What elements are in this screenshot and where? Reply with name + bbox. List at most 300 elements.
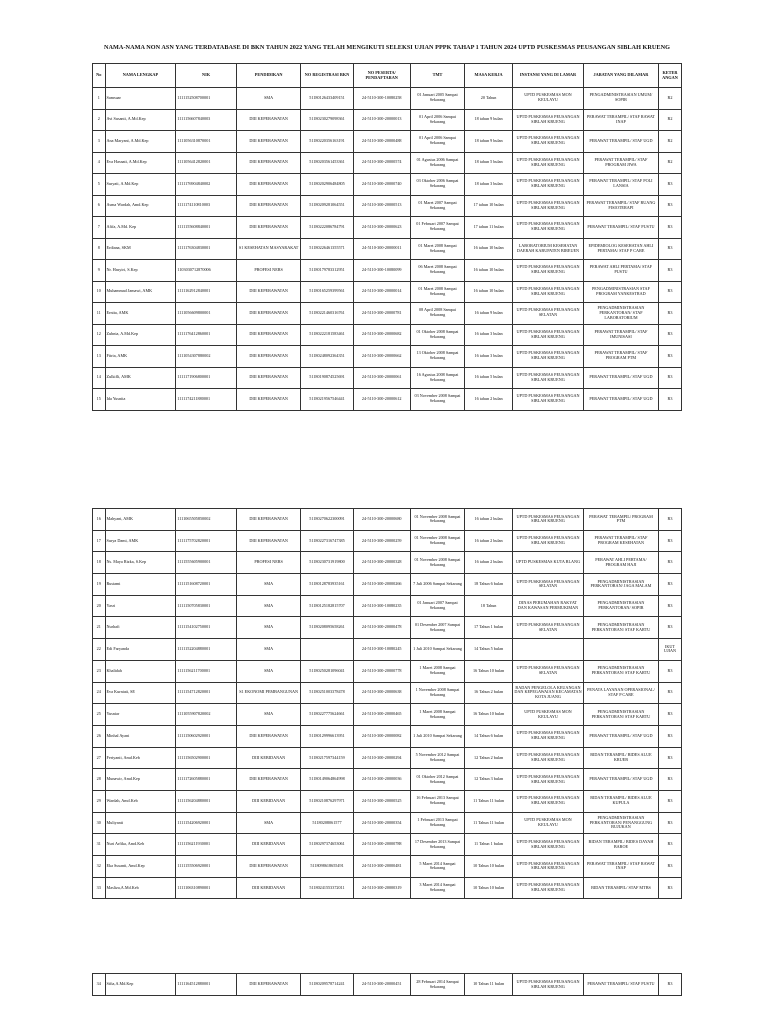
- cell-masa-kerja: 18 Tahun: [465, 595, 513, 617]
- cell-masa-kerja: 14 Tahun 5 bulan: [465, 639, 513, 661]
- cell-nik: 1111150602920001: [176, 725, 236, 747]
- cell-nik: 1111156502900001: [176, 747, 236, 769]
- cell-pendidikan: DIII KEPERAWATAN: [236, 367, 301, 389]
- table-row: [93, 174, 682, 196]
- cell-masa-kerja: 16 tahun 10 bulan: [465, 238, 513, 260]
- cell-no-registrasi: 51180165259399561: [301, 281, 353, 303]
- cell-no: 24: [93, 682, 106, 704]
- cell-no-peserta: 24-5110-300-20000778: [353, 660, 410, 682]
- col-header-jabatan: JABATAN YANG DILAMAR: [583, 64, 658, 88]
- cell-no: 8: [93, 238, 106, 260]
- cell-nik: 1111156211700001: [176, 660, 236, 682]
- cell-tmt: 16 Februari 2013 Sampai Sekarang: [410, 790, 464, 812]
- cell-nik: 1111155608840001: [176, 217, 236, 239]
- cell-keterangan: R3: [658, 174, 681, 196]
- cell-tmt: 03 Oktober 2006 Sampai Sekarang: [410, 174, 464, 196]
- cell-pendidikan: DIII KEPERAWATAN: [236, 346, 301, 368]
- cell-tmt: 01 Februari 2007 Sampai Sekarang: [410, 217, 464, 239]
- cell-keterangan: R3: [658, 281, 681, 303]
- cell-keterangan: R3: [658, 834, 681, 856]
- cell-jabatan: PENGADMINISTRASIAN PERKANTORAN/ STAF KARTU: [583, 704, 658, 726]
- cell-nama: Muliyanti: [105, 812, 176, 834]
- cell-keterangan: R3: [658, 238, 681, 260]
- table-row: [93, 790, 682, 812]
- cell-jabatan: PERAWAT TERAMPIL/ STAF PROGRAM PTM: [583, 346, 658, 368]
- cell-keterangan: R3: [658, 303, 681, 325]
- table-row: [93, 834, 682, 856]
- cell-jabatan: PERAWAT TERAMPIL/ STAF PROGRAM KESEHATAN: [583, 530, 658, 552]
- cell-tmt: 3 Maret 2014 Sampai Sekarang: [410, 877, 464, 899]
- cell-no-registrasi: 51180248092364351: [301, 346, 353, 368]
- cell-keterangan: R3: [658, 324, 681, 346]
- cell-instansi: UPTD PUSKESMAS PEUSANGAN SIBLAH KRUENG: [513, 195, 584, 217]
- cell-nama: Fitria, AMK: [105, 346, 176, 368]
- cell-tmt: 7 Juli 2006 Sampai Sekarang: [410, 574, 464, 596]
- table-row: [93, 303, 682, 325]
- cell-instansi: UPTD PUSKESMAS PEUSANGAN SIBLAH KRUENG: [513, 769, 584, 791]
- cell-keterangan: R3: [658, 530, 681, 552]
- cell-jabatan: PENGADMINISTRASIAN PERKANTORAN/ STAF KARTU: [583, 660, 658, 682]
- cell-nik: 1111056609800001: [176, 303, 236, 325]
- cell-no-peserta: 24-5110-300-20000036: [353, 769, 410, 791]
- cell-no: 3: [93, 131, 106, 153]
- cell-no-registrasi: 51180125182815707: [301, 595, 353, 617]
- cell-no-peserta: 24-5110-300-20000465: [353, 704, 410, 726]
- cell-no-registrasi: 51180227775624661: [301, 704, 353, 726]
- cell-nama: Suryati, A.Md.Kep: [105, 174, 176, 196]
- cell-keterangan: R3: [658, 346, 681, 368]
- cell-no-registrasi: 51180222086784791: [301, 217, 353, 239]
- cell-masa-kerja: 18 tahun 9 bulan: [465, 109, 513, 131]
- cell-no-peserta: 24-5110-300-20000638: [353, 682, 410, 704]
- cell-no: 33: [93, 877, 106, 899]
- cell-no: 29: [93, 790, 106, 812]
- col-header-instansi: INSTANSI YANG DI LAMAR: [513, 64, 584, 88]
- cell-nama: Erdiana, SKM: [105, 238, 176, 260]
- cell-no-registrasi: 51180149064864998: [301, 769, 353, 791]
- cell-tmt: 5 Maret 2014 Sampai Sekarang: [410, 856, 464, 878]
- cell-keterangan: R2: [658, 109, 681, 131]
- table-row: [93, 682, 682, 704]
- cell-nama: Khalidah: [105, 660, 176, 682]
- cell-jabatan: PENGADMINISTRASIAN PERKANTORAN/ SOPIR: [583, 595, 658, 617]
- cell-tmt: 01 Oktober 2012 Sampai Sekarang: [410, 769, 464, 791]
- cell-pendidikan: S1 KESEHATAN MASYARAKAT: [236, 238, 301, 260]
- cell-no-peserta: 24-5110-300-10080245: [353, 639, 410, 661]
- table-row: [93, 704, 682, 726]
- cell-masa-kerja: 16 tahun 3 bulan: [465, 346, 513, 368]
- cell-pendidikan: SMA: [236, 88, 301, 110]
- cell-pendidikan: DIII KEPERAWATAN: [236, 281, 301, 303]
- cell-no: 30: [93, 812, 106, 834]
- cell-no-peserta: 24-5110-300-20000662: [353, 346, 410, 368]
- cell-tmt: 03 November 2008 Sampai Sekarang: [410, 389, 464, 411]
- cell-instansi: UPTD PUSKESMAS MON KEULAYU: [513, 88, 584, 110]
- table-row: [93, 152, 682, 174]
- cell-instansi: UPTD PUSKESMAS PEUSANGAN SIBLAH KRUENG: [513, 974, 584, 996]
- cell-keterangan: R3: [658, 812, 681, 834]
- cell-tmt: 01 Agustus 2006 Sampai Sekarang: [410, 152, 464, 174]
- table-row: [93, 367, 682, 389]
- cell-pendidikan: SMA: [236, 595, 301, 617]
- cell-nama: Yusniar: [105, 704, 176, 726]
- table-row: [93, 595, 682, 617]
- cell-no-registrasi: 51180297374653061: [301, 834, 353, 856]
- cell-jabatan: PENGADMINISTRASIAN PERKANTORAN/ STAF LABORATORIUM: [583, 303, 658, 325]
- cell-nama: Rustami: [105, 574, 176, 596]
- cell-keterangan: R3: [658, 747, 681, 769]
- cell-no-peserta: 24-5110-300-20000451: [353, 974, 410, 996]
- cell-masa-kerja: 10 Tahun 10 bulan: [465, 856, 513, 878]
- cell-tmt: 17 Desember 2013 Sampai Sekarang: [410, 834, 464, 856]
- cell-instansi: UPTD PUSKESMAS PEUSANGAN SIBLAH KRUENG: [513, 530, 584, 552]
- cell-tmt: 01 November 2008 Sampai Sekarang: [410, 552, 464, 574]
- cell-no: 27: [93, 747, 106, 769]
- cell-no-registrasi: 5118098618655491: [301, 856, 353, 878]
- cell-masa-kerja: 17 tahun 11 bulan: [465, 217, 513, 239]
- cell-tmt: 1 Juli 2010 Sampai Sekarang: [410, 639, 464, 661]
- cell-no: 26: [93, 725, 106, 747]
- cell-jabatan: EPIDEMIOLOG KESEHATAN AHLI PERTAMA/ STAF P CARE: [583, 238, 658, 260]
- cell-no-peserta: 24-5110-300-20000788: [353, 834, 410, 856]
- cell-nik: 1111055907820002: [176, 704, 236, 726]
- cell-no: 25: [93, 704, 106, 726]
- cell-instansi: UPTD PUSKESMAS PEUSANGAN SIBLAH KRUENG: [513, 725, 584, 747]
- cell-nik: 1111056310870001: [176, 131, 236, 153]
- cell-no-registrasi: 51180128783935161: [301, 574, 353, 596]
- cell-jabatan: PERAWAT AHLI PERTAMA/ PROGRAM HAJI: [583, 552, 658, 574]
- cell-instansi: UPTD PUSKESMAS PEUSANGAN SIBLAH KRUENG: [513, 877, 584, 899]
- cell-no-registrasi: 51180226461355571: [301, 238, 353, 260]
- cell-no-registrasi: 51180208061577: [301, 812, 353, 834]
- cell-pendidikan: DIII KEBIDANAN: [236, 877, 301, 899]
- cell-no-registrasi: 51180230731919800: [301, 552, 353, 574]
- cell-tmt: 1 Maret 2008 Sampai Sekarang: [410, 704, 464, 726]
- cell-no-registrasi: [301, 639, 353, 661]
- cell-nama: Nuri Arfika, Amd.Keb: [105, 834, 176, 856]
- cell-masa-kerja: 16 tahun 3 bulan: [465, 324, 513, 346]
- cell-instansi: LABORATORIUM KESEHATAN DAERAH KABUPATEN BIREUEN: [513, 238, 584, 260]
- cell-tmt: 1 Juli 2010 Sampai Sekarang: [410, 725, 464, 747]
- col-header-keterangan: KETER ANGAN: [658, 64, 681, 88]
- cell-no-peserta: 24-5110-300-20000513: [353, 195, 410, 217]
- cell-no-peserta: 24-5110-300-20000680: [353, 509, 410, 531]
- cell-nik: 1111156607840003: [176, 109, 236, 131]
- cell-masa-kerja: 18 Tahun 6 bulan: [465, 574, 513, 596]
- cell-no-peserta: 24-5110-300-20000354: [353, 812, 410, 834]
- cell-no-registrasi: 51180219567546441: [301, 389, 353, 411]
- cell-no: 11: [93, 303, 106, 325]
- cell-nama: Samsuar: [105, 88, 176, 110]
- cell-pendidikan: DIII KEPERAWATAN: [236, 324, 301, 346]
- cell-no: 9: [93, 260, 106, 282]
- cell-no: 28: [93, 769, 106, 791]
- cell-nama: Muhammad Jamawi, AMK: [105, 281, 176, 303]
- cell-no-peserta: 24-5110-300-20000740: [353, 174, 410, 196]
- cell-pendidikan: DIII KEPERAWATAN: [236, 856, 301, 878]
- cell-no-registrasi: 51180251003378478: [301, 682, 353, 704]
- cell-instansi: UPTD PUSKESMAS PEUSANGAN SIBLAH KRUENG: [513, 260, 584, 282]
- table-page-2: [92, 508, 682, 899]
- cell-jabatan: PERAWAT AHLI PERTAMA/ STAF PUSTU: [583, 260, 658, 282]
- cell-masa-kerja: 16 tahun 10 bulan: [465, 260, 513, 282]
- table-row: [93, 725, 682, 747]
- cell-no: 19: [93, 574, 106, 596]
- cell-no-registrasi: 51180217597344159: [301, 747, 353, 769]
- cell-nama: Ernita, AMK: [105, 303, 176, 325]
- cell-instansi: UPTD PUSKESMAS PEUSANGAN SIBLAH KRUENG: [513, 346, 584, 368]
- table-row: [93, 974, 682, 996]
- cell-no-peserta: 24-5110-300-10080258: [353, 88, 410, 110]
- cell-instansi: UPTD PUSKESMAS KUTA BLANG: [513, 552, 584, 574]
- cell-no-peserta: 24-5110-300-20000319: [353, 877, 410, 899]
- cell-masa-kerja: 18 tahun 3 bulan: [465, 174, 513, 196]
- cell-no-registrasi: 51180203561453361: [301, 152, 353, 174]
- cell-jabatan: PENGADMINISTRASIAN PERKANTORAN/ STAF KARTU: [583, 617, 658, 639]
- table-row: [93, 131, 682, 153]
- cell-no: 10: [93, 281, 106, 303]
- cell-nik: 1111150705830001: [176, 595, 236, 617]
- cell-no-peserta: 24-5110-300-20000478: [353, 617, 410, 639]
- cell-keterangan: R3: [658, 195, 681, 217]
- table-row: [93, 260, 682, 282]
- cell-pendidikan: SMA: [236, 704, 301, 726]
- cell-jabatan: BIDAN TERAMPIL/ BIDES ALUE KUPULA: [583, 790, 658, 812]
- cell-masa-kerja: 12 Tahun 2 bulan: [465, 747, 513, 769]
- cell-nama: Mahyani, AMK: [105, 509, 176, 531]
- cell-instansi: UPTD PUSKESMAS PEUSANGAN SIBLAH KRUENG: [513, 834, 584, 856]
- cell-no-registrasi: 51180208095658261: [301, 617, 353, 639]
- cell-keterangan: R3: [658, 367, 681, 389]
- cell-no-peserta: 24-5110-300-20000014: [353, 281, 410, 303]
- cell-nik: 1111171906800001: [176, 367, 236, 389]
- cell-nik: 1111054307880002: [176, 346, 236, 368]
- col-header-nama: NAMA LENGKAP: [105, 64, 176, 88]
- cell-tmt: 01 Januari 2007 Sampai Sekarang: [410, 595, 464, 617]
- cell-keterangan: R3: [658, 704, 681, 726]
- cell-no-peserta: 24-5110-300-20000488: [353, 131, 410, 153]
- cell-no: 15: [93, 389, 106, 411]
- cell-masa-kerja: 18 tahun 9 bulan: [465, 131, 513, 153]
- cell-nik: 1111174211880001: [176, 389, 236, 411]
- cell-instansi: UPTD PUSKESMAS PEUSANGAN SELATAN: [513, 617, 584, 639]
- cell-jabatan: PERAWAT TERAMPIL/ STAF PUSTU: [583, 217, 658, 239]
- cell-pendidikan: S1 EKONOMI PEMBANGUNAN: [236, 682, 301, 704]
- cell-keterangan: R3: [658, 260, 681, 282]
- table-row: [93, 617, 682, 639]
- cell-pendidikan: DIII KEPERAWATAN: [236, 509, 301, 531]
- cell-pendidikan: DIII KEPERAWATAN: [236, 725, 301, 747]
- cell-keterangan: R3: [658, 974, 681, 996]
- document-title: NAMA-NAMA NON ASN YANG TERDATABASE DI BKN TAHUN 2022 YANG TELAH MENGIKUTI SELEKSI UJIAN PPPK TAHAP 1 TAHUN 2024 UPTD PUSKESMAS PEUSANGAN SIBLAH KRUENG: [104, 44, 670, 51]
- cell-nik: 1111172605880001: [176, 769, 236, 791]
- cell-tmt: 1 November 2008 Sampai Sekarang: [410, 682, 464, 704]
- cell-no: 16: [93, 509, 106, 531]
- cell-no: 1: [93, 88, 106, 110]
- cell-no-peserta: 24-5110-300-20000682: [353, 324, 410, 346]
- cell-nama: Ana Maryani, A.Md.Kep: [105, 131, 176, 153]
- cell-pendidikan: SMA: [236, 660, 301, 682]
- cell-no-registrasi: 51180179783312951: [301, 260, 353, 282]
- table-row: [93, 747, 682, 769]
- cell-tmt: 01 Oktober 2008 Sampai Sekarang: [410, 324, 464, 346]
- cell-tmt: 01 November 2008 Sampai Sekarang: [410, 509, 464, 531]
- cell-masa-kerja: 17 Tahun 1 bulan: [465, 617, 513, 639]
- cell-keterangan: R3: [658, 877, 681, 899]
- cell-keterangan: R3: [658, 725, 681, 747]
- cell-keterangan: R2: [658, 152, 681, 174]
- table-row: [93, 769, 682, 791]
- col-header-nik: NIK: [176, 64, 236, 88]
- cell-keterangan: R3: [658, 856, 681, 878]
- cell-no-registrasi: 51180221460316761: [301, 303, 353, 325]
- cell-jabatan: PERAWAT TERAMPIL/ STAF RUANG FISIOTERAPI: [583, 195, 658, 217]
- cell-pendidikan: DIII KEPERAWATAN: [236, 131, 301, 153]
- table-row: [93, 217, 682, 239]
- cell-pendidikan: SMA: [236, 617, 301, 639]
- cell-no-peserta: 24-5110-300-10080099: [353, 260, 410, 282]
- cell-instansi: [513, 639, 584, 661]
- cell-nik: 1111175702820001: [176, 530, 236, 552]
- cell-pendidikan: DIII KEPERAWATAN: [236, 769, 301, 791]
- table-row: [93, 812, 682, 834]
- cell-nama: Edi Faryanda: [105, 639, 176, 661]
- cell-keterangan: R3: [658, 552, 681, 574]
- cell-tmt: 01 April 2006 Sampai Sekarang: [410, 131, 464, 153]
- table-row: [93, 88, 682, 110]
- cell-no-peserta: 24-5110-300-20000259: [353, 530, 410, 552]
- cell-masa-kerja: 16 tahun 10 bulan: [465, 281, 513, 303]
- col-header-no-registrasi: NO REGISTRASI BKN: [301, 64, 353, 88]
- cell-jabatan: [583, 639, 658, 661]
- cell-jabatan: PENGADMINISTRASIAN UMUM/ SOPIR: [583, 88, 658, 110]
- cell-jabatan: PERAWAT TERAMPIL/ STAF RAWAT INAP: [583, 856, 658, 878]
- cell-masa-kerja: 16 Tahun 10 bulan: [465, 660, 513, 682]
- cell-no: 5: [93, 174, 106, 196]
- cell-jabatan: PERAWAT TERAMPIL/ STAF UGD: [583, 769, 658, 791]
- cell-pendidikan: DIII KEPERAWATAN: [236, 109, 301, 131]
- cell-nama: Zulkifli, AMK: [105, 367, 176, 389]
- cell-pendidikan: DIII KEPERAWATAN: [236, 530, 301, 552]
- cell-tmt: 1 Maret 2008 Sampai Sekarang: [410, 660, 464, 682]
- table-row: [93, 346, 682, 368]
- cell-no-peserta: 24-5110-300-20000781: [353, 303, 410, 325]
- cell-tmt: 01 Januari 2005 Sampai Sekarang: [410, 88, 464, 110]
- cell-no-peserta: 24-5110-300-20000082: [353, 725, 410, 747]
- cell-nama: Eka Susanti, Amd.Kep: [105, 856, 176, 878]
- cell-instansi: DINAS PERUMAHAN RAKYAT DAN KAWASAN PERMUKIMAN: [513, 595, 584, 617]
- cell-no: 22: [93, 639, 106, 661]
- cell-nama: Wardah, Amd.Keb: [105, 790, 176, 812]
- cell-nama: Eva Kurniati, SE: [105, 682, 176, 704]
- cell-pendidikan: DIII KEPERAWATAN: [236, 217, 301, 239]
- cell-jabatan: PENATA LAYANAN OPERASIONAL/ STAF P CARE: [583, 682, 658, 704]
- cell-nik: 1111152204880001: [176, 639, 236, 661]
- cell-masa-kerja: 16 Tahun 2 bulan: [465, 682, 513, 704]
- cell-no: 14: [93, 367, 106, 389]
- cell-instansi: UPTD PUSKESMAS PEUSANGAN SIBLAH KRUENG: [513, 367, 584, 389]
- cell-instansi: UPTD PUSKESMAS PEUSANGAN SIBLAH KRUENG: [513, 109, 584, 131]
- cell-pendidikan: PROFESI NERS: [236, 552, 301, 574]
- cell-no-peserta: 24-5110-300-20000612: [353, 389, 410, 411]
- cell-instansi: UPTD PUSKESMAS PEUSANGAN SIBLAH KRUENG: [513, 509, 584, 531]
- cell-nama: Feriyanti, Amd.Keb: [105, 747, 176, 769]
- cell-no-registrasi: 51180230279098361: [301, 109, 353, 131]
- cell-instansi: UPTD PUSKESMAS PEUSANGAN SIBLAH KRUENG: [513, 389, 584, 411]
- table-row: [93, 856, 682, 878]
- cell-nik: 1111065505850002: [176, 509, 236, 531]
- cell-masa-kerja: 20 Tahun: [465, 88, 513, 110]
- cell-masa-kerja: 11 Tahun 1 bulan: [465, 834, 513, 856]
- cell-masa-kerja: 10 Tahun 11 bulan: [465, 974, 513, 996]
- cell-tmt: 01 Maret 2008 Sampai Sekarang: [410, 281, 464, 303]
- cell-instansi: UPTD PUSKESMAS PEUSANGAN SIBLAH KRUENG: [513, 131, 584, 153]
- cell-pendidikan: PROFESI NERS: [236, 260, 301, 282]
- table-row: [93, 509, 682, 531]
- cell-pendidikan: DIII KEBIDANAN: [236, 790, 301, 812]
- table-row: [93, 877, 682, 899]
- cell-nik: 1111176304830001: [176, 238, 236, 260]
- cell-nik: 1111162912840001: [176, 281, 236, 303]
- cell-nama: Masliza,A.Md.Keb: [105, 877, 176, 899]
- cell-jabatan: PERAWAT TERAMPIL/ STAF PUSTU: [583, 974, 658, 996]
- col-header-pendidikan: PENDIDIKAN: [236, 64, 301, 88]
- cell-masa-kerja: 11 Tahun 11 bulan: [465, 790, 513, 812]
- cell-no-registrasi: 51180190874525691: [301, 367, 353, 389]
- cell-pendidikan: DIII KEPERAWATAN: [236, 195, 301, 217]
- cell-tmt: 01 Desember 2007 Sampai Sekarang: [410, 617, 464, 639]
- cell-nama: Nurhafi: [105, 617, 176, 639]
- table-row: [93, 389, 682, 411]
- cell-keterangan: R3: [658, 595, 681, 617]
- cell-nik: 1111154712820001: [176, 682, 236, 704]
- cell-nik: 1111176904840002: [176, 174, 236, 196]
- cell-instansi: UPTD PUSKESMAS PEUSANGAN SIBLAH KRUENG: [513, 790, 584, 812]
- cell-instansi: UPTD PUSKESMAS PEUSANGAN SIBLAH KRUENG: [513, 856, 584, 878]
- cell-jabatan: PERAWAT TERAMPIL/ STAF RAWAT INAP: [583, 109, 658, 131]
- cell-masa-kerja: 16 tahun 2 bulan: [465, 552, 513, 574]
- cell-no-peserta: 24-5110-300-20000011: [353, 238, 410, 260]
- cell-keterangan: R3: [658, 617, 681, 639]
- cell-nama: Zubnia, A.Md.Kep: [105, 324, 176, 346]
- cell-tmt: 01 November 2008 Sampai Sekarang: [410, 530, 464, 552]
- cell-nik: 1111555605900001: [176, 552, 236, 574]
- cell-no-peserta: 24-5110-300-20000623: [353, 217, 410, 239]
- table-row: [93, 109, 682, 131]
- cell-tmt: 01 Maret 2008 Sampai Sekarang: [410, 238, 464, 260]
- cell-jabatan: PERAWAT TERAMPIL/ STAF UGD: [583, 131, 658, 153]
- cell-no-registrasi: 51180209578714241: [301, 974, 353, 996]
- cell-no: 34: [93, 974, 106, 996]
- cell-nik: 1111156204880001: [176, 790, 236, 812]
- cell-no-peserta: 24-5110-300-20000013: [353, 109, 410, 131]
- cell-keterangan: R3: [658, 217, 681, 239]
- cell-no-registrasi: 51180241553372011: [301, 877, 353, 899]
- cell-pendidikan: DIII KEBIDANAN: [236, 747, 301, 769]
- cell-no: 7: [93, 217, 106, 239]
- cell-jabatan: PENGADMINISTRASIAN PERKANTORAN/ PENANGGUNG BUJUKAN: [583, 812, 658, 834]
- cell-no: 13: [93, 346, 106, 368]
- cell-keterangan: R3: [658, 682, 681, 704]
- cell-masa-kerja: 16 tahun 2 bulan: [465, 509, 513, 531]
- cell-nama: Minhal Ayani: [105, 725, 176, 747]
- cell-nik: 1111106310890001: [176, 877, 236, 899]
- table-header-row: [93, 64, 682, 88]
- cell-nama: Ida Yusnita: [105, 389, 176, 411]
- cell-keterangan: R3: [658, 509, 681, 531]
- cell-instansi: UPTD PUSKESMAS PEUSANGAN SELATAN: [513, 303, 584, 325]
- cell-jabatan: PERAWAT TERAMPIL/ STAF UGD: [583, 367, 658, 389]
